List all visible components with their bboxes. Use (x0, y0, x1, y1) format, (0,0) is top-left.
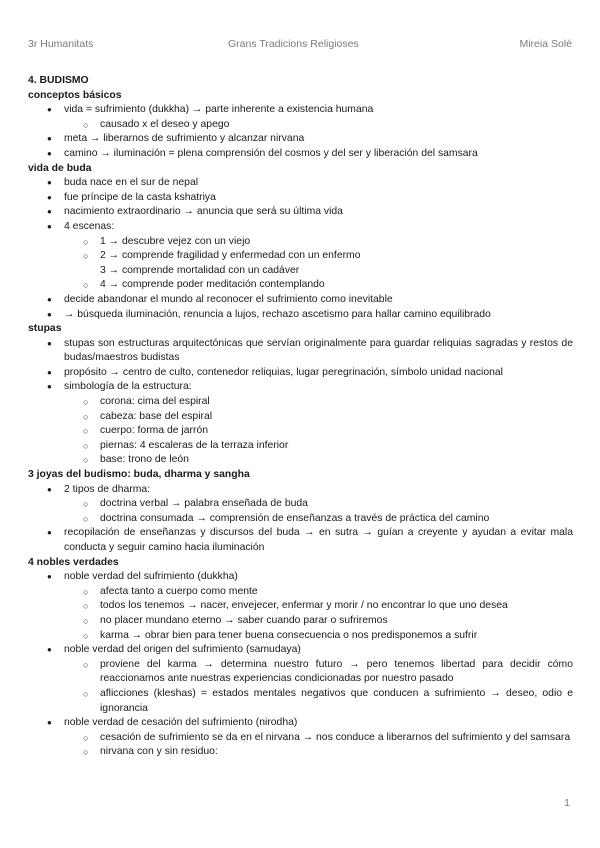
list-subitem: ○ nirvana con y sin residuo: (28, 745, 573, 760)
list-subitem: ○ cuerpo: forma de jarrón (28, 424, 573, 439)
list-subitem: ○ afecta tanto a cuerpo como mente (28, 585, 573, 600)
list-subitem: ○ todos los tenemos → nacer, envejecer, enfermar y morir / no encontrar lo que uno desea (28, 599, 573, 614)
list-item: ● vida = sufrimiento (dukkha) → parte inherente a existencia humana (28, 103, 573, 118)
section-heading-stupas: stupas (28, 323, 62, 335)
page-number: 1 (564, 797, 570, 809)
list-item: ● simbología de la estructura: (28, 380, 573, 395)
list-subitem: ○ causado x el deseo y apego (28, 118, 573, 133)
list-item: ● → búsqueda iluminación, renuncia a lujos, rechazo ascetismo para hallar camino equilibrado (28, 308, 573, 323)
list-item: ● recopilación de enseñanzas y discursos del buda → en sutra → guían a creyente y ayudan a evitar mala conducta y seguir camino hacia iluminación (28, 526, 573, 555)
list-subitem: 3 → comprende mortalidad con un cadáver (100, 264, 300, 276)
list-item: ● buda nace en el sur de nepal (28, 176, 573, 191)
list-item: ● fue príncipe de la casta kshatriya (28, 191, 573, 206)
list-item: ● noble verdad de cesación del sufrimiento (nirodha) (28, 716, 573, 731)
header-subject: Grans Tradicions Religioses (228, 38, 359, 50)
list-subitem: ○ piernas: 4 escaleras de la terraza inferior (28, 439, 573, 454)
list-item: ● decide abandonar el mundo al reconocer el sufrimiento como inevitable (28, 293, 573, 308)
list-subitem: ○ base: trono de león (28, 453, 573, 468)
list-subitem: ○ 1 → descubre vejez con un viejo (28, 235, 573, 250)
list-item: ● 4 escenas: (28, 220, 573, 235)
list-subitem: ○ cesación de sufrimiento se da en el nirvana → nos conduce a liberarnos del sufrimiento y del samsara (28, 731, 573, 746)
list-subitem: ○ aflicciones (kleshas) = estados mentales negativos que conducen a sufrimiento → deseo, odio e ignorancia (28, 687, 573, 716)
list-item: ● propósito → centro de culto, contenedor reliquias, lugar peregrinación, símbolo unidad nacional (28, 366, 573, 381)
list-subitem: ○ doctrina consumada → comprensión de enseñanzas a través de práctica del camino (28, 512, 573, 527)
section-heading-joyas: 3 joyas del budismo: buda, dharma y sangha (28, 469, 250, 481)
list-subitem: ○ karma → obrar bien para tener buena consecuencia o nos predisponemos a sufrir (28, 629, 573, 644)
document-title: 4. BUDISMO (28, 75, 89, 86)
section-heading-conceptos: conceptos básicos (28, 89, 122, 101)
section-heading-vida: vida de buda (28, 162, 92, 174)
list-item: ● camino → iluminación = plena comprensión del cosmos y del ser y liberación del samsara (28, 147, 573, 162)
list-item: ● nacimiento extraordinario → anuncia que será su última vida (28, 205, 573, 220)
list-item: ● stupas son estructuras arquitectónicas que servían originalmente para guardar reliquias sagradas y restos de budas/maestros budistas (28, 337, 573, 366)
list-subitem: ○ proviene del karma → determina nuestro futuro → pero tenemos libertad para decidir cómo reaccionamos ante nuestras experiencias condicionadas por nuestro pasado (28, 658, 573, 687)
list-subitem: ○ doctrina verbal → palabra enseñada de buda (28, 497, 573, 512)
document-body (28, 74, 573, 760)
page-header (28, 38, 572, 50)
list-item: ● noble verdad del origen del sufrimiento (samudaya) (28, 643, 573, 658)
section-heading-verdades: 4 nobles verdades (28, 556, 119, 568)
header-author: Mireia Solé (519, 38, 572, 50)
list-item: ● 2 tipos de dharma: (28, 483, 573, 498)
list-subitem: ○ cabeza: base del espiral (28, 410, 573, 425)
list-subitem: ○ corona: cima del espiral (28, 395, 573, 410)
list-subitem: ○ 4 → comprende poder meditación contemplando (28, 278, 573, 293)
list-subitem: ○ 2 → comprende fragilidad y enfermedad con un enfermo (28, 249, 573, 264)
list-item: ● noble verdad del sufrimiento (dukkha) (28, 570, 573, 585)
list-item: ● meta → liberarnos de sufrimiento y alcanzar nirvana (28, 132, 573, 147)
list-subitem: ○ no placer mundano eterno → saber cuando parar o sufriremos (28, 614, 573, 629)
header-course: 3r Humanitats (28, 38, 94, 50)
